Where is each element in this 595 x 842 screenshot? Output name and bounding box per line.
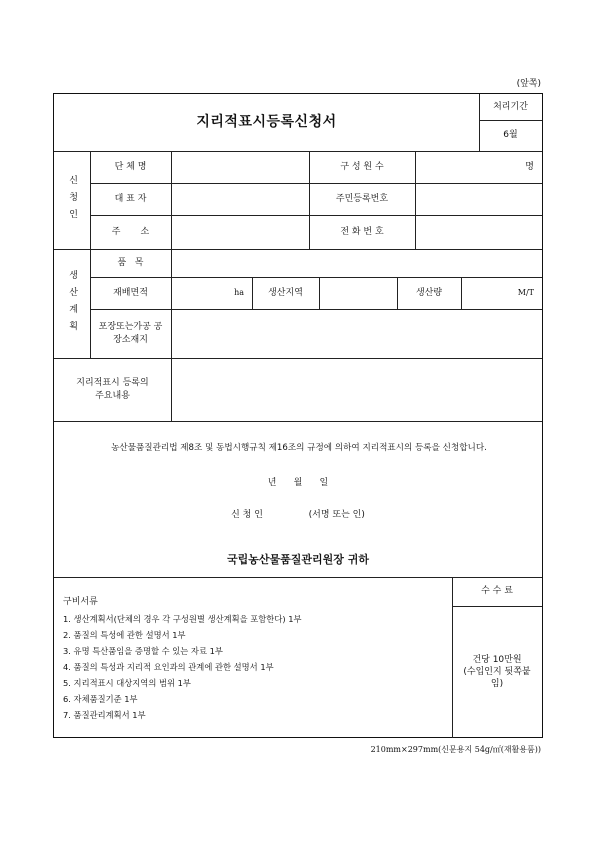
address-field[interactable] <box>171 215 309 249</box>
factory-location-field[interactable] <box>171 309 542 358</box>
list-item: 7. 품질관리계획서 1부 <box>63 710 146 720</box>
recipient: 국립농산물품질관리원장 귀하 <box>227 553 369 566</box>
processing-period-label: 처리기간 <box>493 101 528 112</box>
date-line: 년 월 일 <box>267 478 329 488</box>
list-item: 5. 지리적표시 대상지역의 범위 1부 <box>63 678 191 688</box>
page-side-note: (앞쪽) <box>516 79 541 89</box>
output-field[interactable] <box>461 277 542 309</box>
list-item: 1. 생산계획서(단체의 경우 각 구성원별 생산계획을 포함한다) 1부 <box>63 614 302 624</box>
application-statement: 농산물품질관리법 제8조 및 동법시행규칙 제16조의 규정에 의하여 지리적표시의 등록을 신청합니다. <box>111 443 487 453</box>
members-label: 구 성 원 수 <box>340 161 384 172</box>
phone-field[interactable] <box>415 215 542 249</box>
group-name-field[interactable] <box>171 151 309 183</box>
address-label: 주 소 <box>111 226 150 237</box>
output-label: 생산량 <box>415 287 443 298</box>
list-item: 4. 품질의 특성과 지리적 요인과의 관계에 관한 설명서 1부 <box>63 662 274 672</box>
factory-location-label: 포장또는가공 공 장소재지 <box>98 322 163 345</box>
production-region-field[interactable] <box>319 277 397 309</box>
fee-label: 수 수 료 <box>481 586 513 597</box>
form-title: 지리적표시등록신청서 <box>196 114 337 131</box>
paper-spec-footer: 210mm×297mm(신문용지 54g/㎡(재활용품)) <box>370 745 541 754</box>
output-unit: M/T <box>517 287 534 297</box>
applicant-section-label: 신청인 <box>67 174 78 226</box>
list-item: 2. 품질의 특성에 관한 설명서 1부 <box>63 630 186 640</box>
representative-field[interactable] <box>171 183 309 215</box>
item-label: 품 목 <box>117 257 144 268</box>
processing-period-value: 6월 <box>503 130 518 141</box>
representative-label: 대 표 자 <box>114 193 147 204</box>
resident-id-field[interactable] <box>415 183 542 215</box>
list-item: 6. 자체품질기준 1부 <box>63 694 138 704</box>
list-item: 3. 유명 특산품임을 증명할 수 있는 자료 1부 <box>63 646 223 656</box>
production-region-label: 생산지역 <box>268 287 303 298</box>
required-documents-list <box>63 611 302 723</box>
registration-content-field[interactable] <box>171 358 542 421</box>
members-field[interactable] <box>415 151 542 183</box>
phone-label: 전 화 번 호 <box>340 226 384 237</box>
cultivation-area-field[interactable] <box>171 277 252 309</box>
cultivation-area-label: 재배면적 <box>113 287 148 298</box>
members-unit: 명 <box>525 161 534 172</box>
area-unit: ha <box>234 287 244 297</box>
production-plan-section-label: 생산계획 <box>67 269 78 338</box>
divider <box>54 421 542 422</box>
applicant-signature-line: 신 청 인 (서명 또는 인) <box>231 510 365 520</box>
group-name-label: 단 체 명 <box>114 161 147 172</box>
registration-content-label: 지리적표시 등록의 주요내용 <box>76 378 149 401</box>
resident-id-label: 주민등록번호 <box>335 193 389 204</box>
fee-value: 건당 10만원 (수입인지 뒷쪽붙 임) <box>463 654 531 690</box>
item-field[interactable] <box>171 249 542 277</box>
required-documents-title: 구비서류 <box>63 597 98 607</box>
